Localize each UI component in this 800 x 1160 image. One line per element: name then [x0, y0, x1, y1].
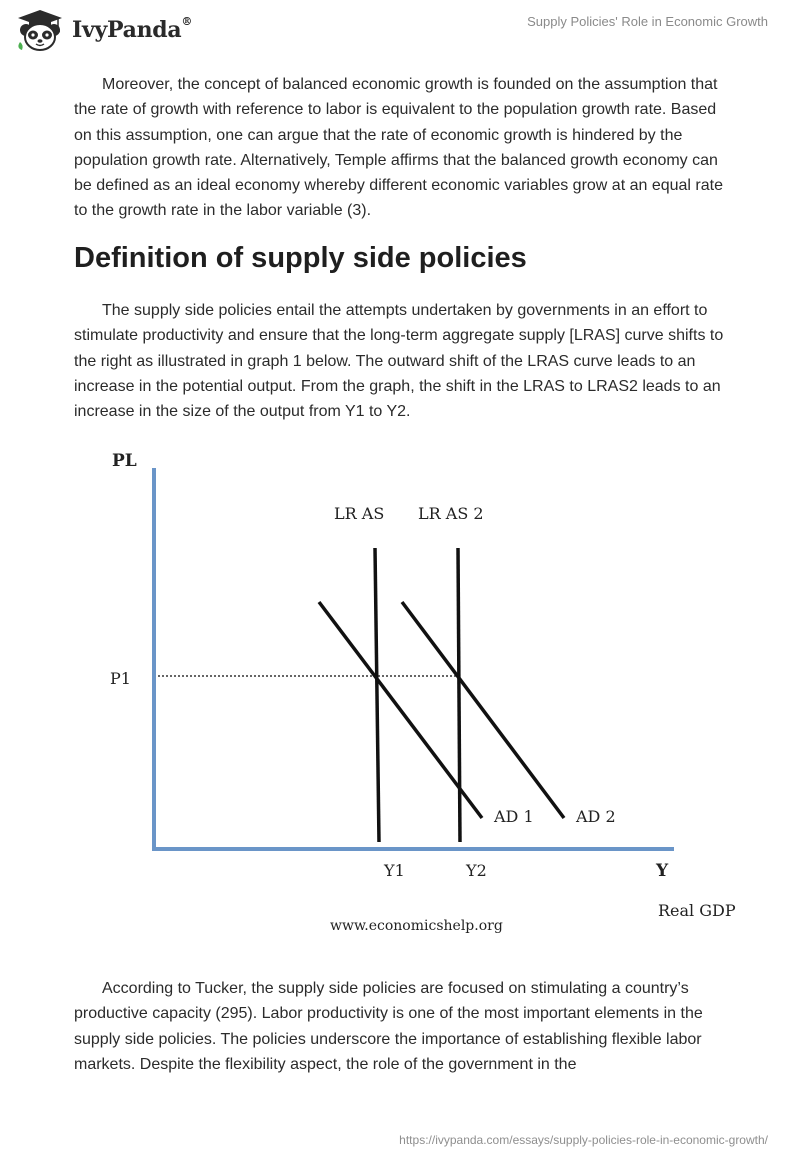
- running-title: Supply Policies' Role in Economic Growth: [527, 14, 768, 29]
- y2-label: Y2: [466, 861, 487, 880]
- paragraph-text: The supply side policies entail the attempts undertaken by governments in an effort to stimulate productivity and ensure that the long-term aggregate supply [LRAS] curve shifts to the right as illustrated in graph 1 below. The outward shift of the LRAS curve leads to an increase in the potential output. From the graph, the shift in the LRAS to LRAS2 leads to an increase in the size of the output from Y1 to Y2.: [74, 302, 724, 421]
- brand-text: IvyPanda: [72, 17, 182, 43]
- lras1-line: [375, 548, 379, 842]
- panda-graduate-icon: [14, 8, 66, 52]
- p1-label: P1: [110, 669, 131, 688]
- y-axis-label: PL: [112, 451, 137, 471]
- ad1-label: AD 1: [494, 807, 534, 826]
- y1-label: Y1: [384, 861, 405, 880]
- paragraph-tucker: [74, 976, 724, 1077]
- lras-ad-graph: [100, 440, 740, 945]
- ad2-label: AD 2: [576, 807, 616, 826]
- source-url[interactable]: https://ivypanda.com/essays/supply-policies-role-in-economic-growth/: [399, 1133, 768, 1147]
- page-header: [0, 0, 800, 70]
- lras2-label: LR AS 2: [418, 504, 484, 523]
- section-heading: Definition of supply side policies: [74, 242, 527, 274]
- lras1-label: LR AS: [334, 504, 385, 523]
- graph-source: www.economicshelp.org: [330, 918, 503, 934]
- ivypanda-logo[interactable]: [14, 8, 192, 52]
- brand-name: [72, 17, 192, 43]
- ad2-line: [402, 602, 564, 818]
- paragraph-supply-side-definition: [74, 298, 724, 424]
- paragraph-text: Moreover, the concept of balanced economic growth is founded on the assumption that the rate of growth with reference to labor is equivalent to the population growth rate. Based on this assumption, one can argue that the rate of economic growth is hindered by the population growth rate. Alternatively, Temple affirms that the balanced growth economy can be defined as an ideal economy whereby different economic variables grow at an equal rate to the growth rate in the labor variable (3).: [74, 76, 723, 220]
- lras2-line: [458, 548, 460, 842]
- x-axis-label: Y: [656, 861, 669, 881]
- x-axis-sublabel: Real GDP: [658, 901, 736, 920]
- paragraph-balanced-growth: [74, 72, 724, 224]
- paragraph-text: According to Tucker, the supply side policies are focused on stimulating a country’s productive capacity (295). Labor productivity is one of the most important elements in the supply side policies. The policies underscore the importance of establishing flexible labor markets. Despite the flexibility aspect, the role of the government in the: [74, 980, 703, 1073]
- graph-canvas: [100, 440, 740, 940]
- registered-mark: ®: [181, 15, 193, 28]
- section-heading-container: [74, 240, 724, 276]
